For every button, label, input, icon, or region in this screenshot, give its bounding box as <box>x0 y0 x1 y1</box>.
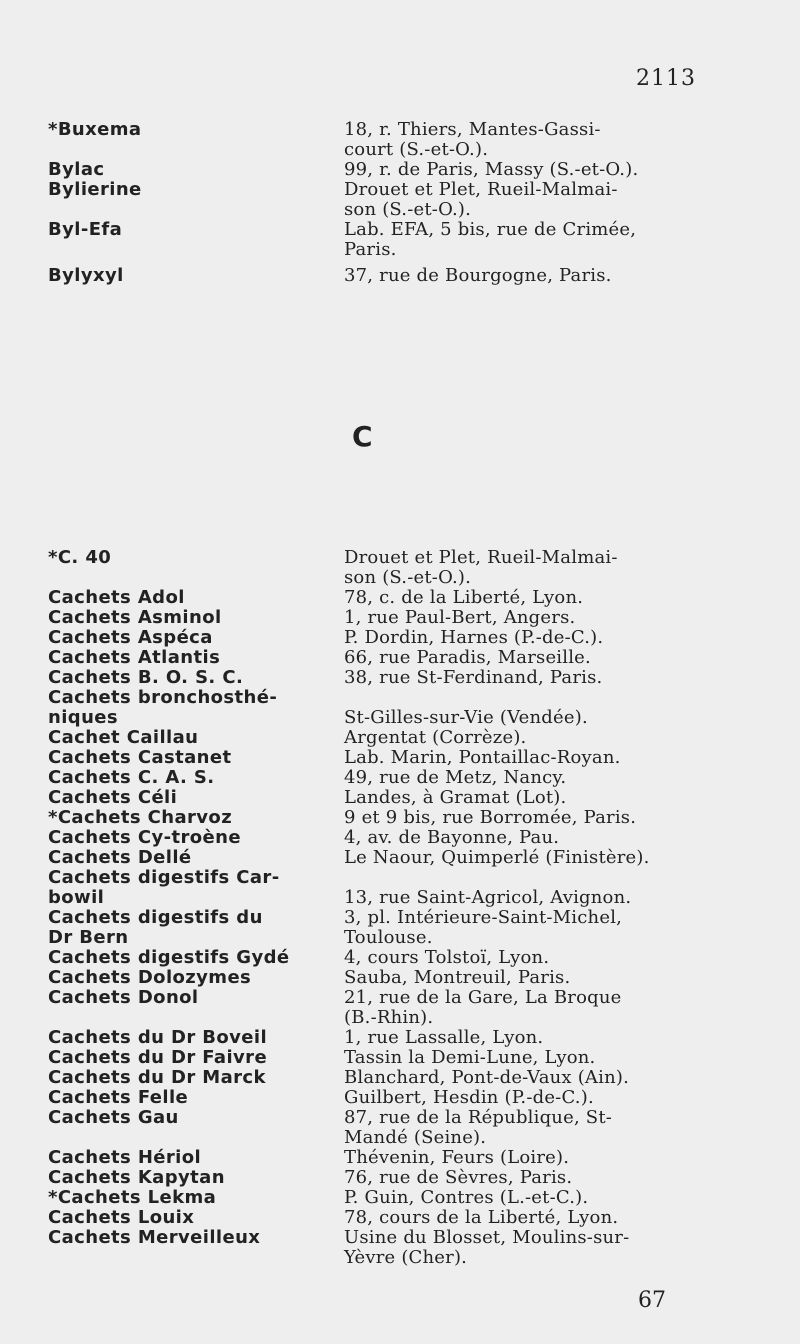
entry-address: 87, rue de la République, St- Mandé (Seine). <box>344 1107 613 1148</box>
directory-entry <box>48 180 698 220</box>
entry-address: 1, rue Paul-Bert, Angers. <box>344 607 576 628</box>
entry-address: Drouet et Plet, Rueil-Malmai- son (S.-et-O.). <box>344 179 618 220</box>
entry-address: Lab. Marin, Pontaillac-Royan. <box>344 747 621 768</box>
entry-name: Cachets bronchosthé- niques <box>48 687 278 728</box>
directory-entry <box>48 868 698 908</box>
directory-entry <box>48 160 698 180</box>
entry-name: Cachets Cy-troène <box>48 827 241 848</box>
directory-entry <box>48 1108 698 1148</box>
entry-address: 4, av. de Bayonne, Pau. <box>344 827 560 848</box>
entry-name: Cachet Caillau <box>48 727 199 748</box>
entry-name: Bylac <box>48 159 105 180</box>
directory-entry <box>48 1148 698 1168</box>
entry-address: Guilbert, Hesdin (P.-de-C.). <box>344 1087 594 1108</box>
entry-name: Cachets Dellé <box>48 847 192 868</box>
entry-address: 49, rue de Metz, Nancy. <box>344 767 567 788</box>
entry-address: Le Naour, Quimperlé (Finistère). <box>344 847 650 868</box>
entry-name: Cachets du Dr Faivre <box>48 1047 268 1068</box>
entry-address: Argentat (Corrèze). <box>344 727 527 748</box>
entry-address: 38, rue St-Ferdinand, Paris. <box>344 667 603 688</box>
section-letter: C <box>352 420 373 453</box>
directory-entry <box>48 1168 698 1188</box>
entry-address: Usine du Blosset, Moulins-sur- Yèvre (Cher). <box>344 1227 630 1268</box>
entry-name: Cachets Merveilleux <box>48 1227 261 1248</box>
entry-address: St-Gilles-sur-Vie (Vendée). <box>344 707 588 728</box>
entry-address: 4, cours Tolstoï, Lyon. <box>344 947 550 968</box>
directory-entry <box>48 1228 698 1268</box>
entry-name: *Buxema <box>48 119 142 140</box>
entry-name: Cachets Adol <box>48 587 185 608</box>
entry-address: 37, rue de Bourgogne, Paris. <box>344 265 612 286</box>
entries-c-block <box>48 548 698 1268</box>
entry-name: Cachets du Dr Marck <box>48 1067 266 1088</box>
directory-entry <box>48 748 698 768</box>
entry-name: Cachets digestifs du Dr Bern <box>48 907 263 948</box>
entry-name: Cachets Louix <box>48 1207 195 1228</box>
directory-entry <box>48 668 698 688</box>
directory-entry <box>48 120 698 160</box>
directory-entry <box>48 1028 698 1048</box>
directory-entry <box>48 948 698 968</box>
directory-entry <box>48 848 698 868</box>
directory-entry <box>48 828 698 848</box>
entry-address: 13, rue Saint-Agricol, Avignon. <box>344 887 632 908</box>
entry-address: Thévenin, Feurs (Loire). <box>344 1147 570 1168</box>
directory-entry <box>48 220 698 260</box>
entry-address: 78, cours de la Liberté, Lyon. <box>344 1207 619 1228</box>
directory-entry <box>48 768 698 788</box>
entry-name: Cachets Hériol <box>48 1147 202 1168</box>
entry-name: Cachets Gau <box>48 1107 179 1128</box>
directory-entry <box>48 1088 698 1108</box>
page-number: 2113 <box>636 66 696 91</box>
entry-name: *C. 40 <box>48 547 112 568</box>
directory-entry <box>48 548 698 588</box>
directory-entry <box>48 1048 698 1068</box>
entry-address: Drouet et Plet, Rueil-Malmai- son (S.-et-O.). <box>344 547 618 588</box>
entry-address: 1, rue Lassalle, Lyon. <box>344 1027 544 1048</box>
directory-entry <box>48 628 698 648</box>
directory-entry <box>48 728 698 748</box>
directory-entry <box>48 608 698 628</box>
entry-name: Cachets Castanet <box>48 747 232 768</box>
entry-address: Sauba, Montreuil, Paris. <box>344 967 571 988</box>
entry-name: Cachets digestifs Gydé <box>48 947 290 968</box>
entry-name: *Cachets Charvoz <box>48 807 233 828</box>
entry-address: 3, pl. Intérieure-Saint-Michel, Toulouse. <box>344 907 623 948</box>
entry-name: Cachets Kapytan <box>48 1167 225 1188</box>
entry-name: Cachets Asminol <box>48 607 222 628</box>
directory-entry <box>48 1208 698 1228</box>
entry-address: Lab. EFA, 5 bis, rue de Crimée, Paris. <box>344 219 637 260</box>
entry-name: Cachets Céli <box>48 787 178 808</box>
entry-address: Tassin la Demi-Lune, Lyon. <box>344 1047 596 1068</box>
entry-name: Bylyxyl <box>48 265 124 286</box>
entry-address: 76, rue de Sèvres, Paris. <box>344 1167 573 1188</box>
entry-address: 99, r. de Paris, Massy (S.-et-O.). <box>344 159 639 180</box>
entry-name: Cachets Donol <box>48 987 199 1008</box>
directory-entry <box>48 1188 698 1208</box>
directory-entry <box>48 688 698 728</box>
entry-address: P. Guin, Contres (L.-et-C.). <box>344 1187 589 1208</box>
entry-name: Cachets Atlantis <box>48 647 221 668</box>
entry-name: Cachets C. A. S. <box>48 767 215 788</box>
entry-address: Blanchard, Pont-de-Vaux (Ain). <box>344 1067 630 1088</box>
entry-address: 9 et 9 bis, rue Borromée, Paris. <box>344 807 637 828</box>
entry-name: Bylierine <box>48 179 142 200</box>
directory-entry <box>48 266 698 286</box>
directory-entry <box>48 908 698 948</box>
entry-name: Cachets digestifs Car- bowil <box>48 867 280 908</box>
directory-entry <box>48 968 698 988</box>
entry-name: Cachets du Dr Boveil <box>48 1027 268 1048</box>
directory-entry <box>48 648 698 668</box>
entry-name: Cachets Aspéca <box>48 627 213 648</box>
entry-address: 78, c. de la Liberté, Lyon. <box>344 587 584 608</box>
entry-name: Byl-Efa <box>48 219 123 240</box>
directory-entry <box>48 588 698 608</box>
directory-entry <box>48 1068 698 1088</box>
entry-address: 66, rue Paradis, Marseille. <box>344 647 591 668</box>
entry-address: P. Dordin, Harnes (P.-de-C.). <box>344 627 604 648</box>
entry-name: Cachets B. O. S. C. <box>48 667 244 688</box>
entry-name: Cachets Dolozymes <box>48 967 252 988</box>
directory-entry <box>48 788 698 808</box>
entry-address: 21, rue de la Gare, La Broque (B.-Rhin). <box>344 987 622 1028</box>
entry-address: 18, r. Thiers, Mantes-Gassi- court (S.-et-O.). <box>344 119 601 160</box>
entry-name: *Cachets Lekma <box>48 1187 217 1208</box>
entry-name: Cachets Felle <box>48 1087 189 1108</box>
directory-entry <box>48 988 698 1028</box>
directory-entry <box>48 808 698 828</box>
entries-b-block <box>48 120 698 286</box>
entry-address: Landes, à Gramat (Lot). <box>344 787 567 808</box>
footer-page-number: 67 <box>638 1288 666 1313</box>
